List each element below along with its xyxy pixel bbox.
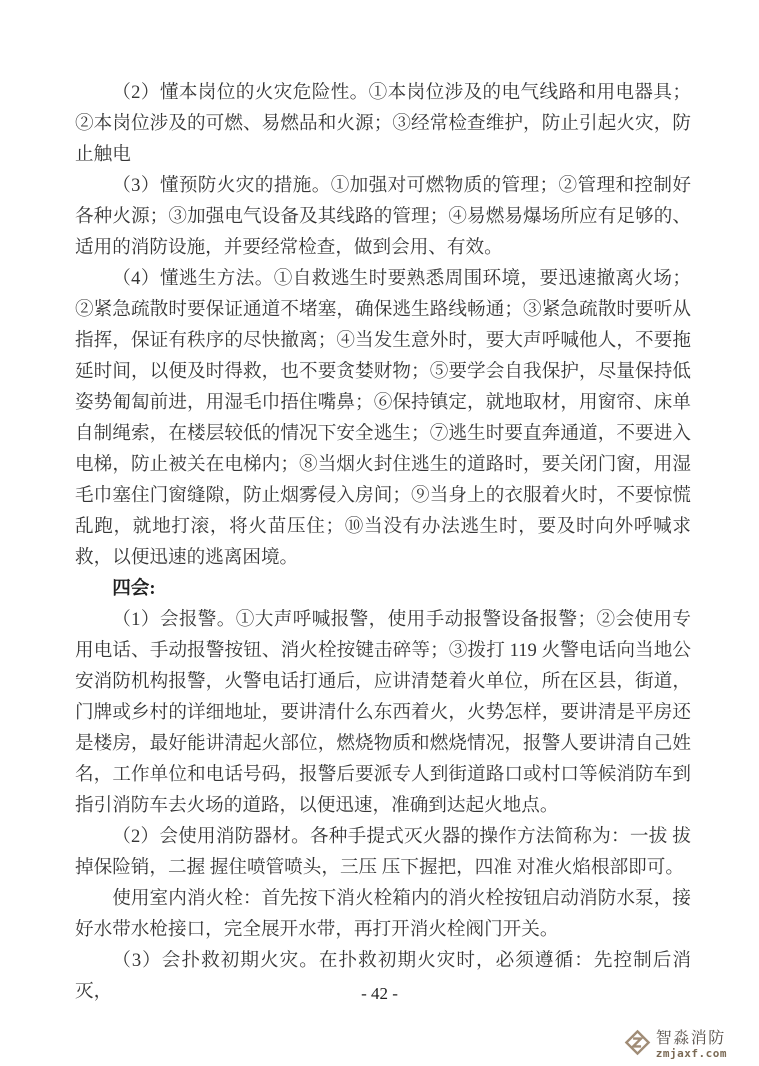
paragraph: 使用室内消火栓：首先按下消火栓箱内的消火栓按钮启动消防水泵，接好水带水枪接口，完全展开水带，再打开消火栓阀门开关。: [75, 888, 691, 940]
brand-text-block: [656, 1031, 727, 1059]
paragraph: （1）会报警。①大声呼喊报警，使用手动报警设备报警；②会使用专用电话、手动报警按钮、消火栓按键击碎等；③拨打 119 火警电话向当地公安消防机构报警，火警电话打通后，应讲清楚着火单位，所在区县，街道，门牌或乡村的详细地址，要讲清什么东西着火，火势怎样，要讲清是平房还是楼房，最好能讲清起火部位，燃烧物质和燃烧情况，报警人要讲清自己姓名，工作单位和电话号码，报警后要派专人到街道路口或村口等候消防车到指引消防车去火场的道路，以便迅速，准确到达起火地点。: [75, 609, 691, 816]
page-number: - 42 -: [361, 984, 398, 1003]
brand-name: 智淼消防: [655, 1029, 726, 1047]
document-body: [75, 77, 691, 1007]
paragraph: （2）懂本岗位的火灾危险性。①本岗位涉及的电气线路和用电器具；②本岗位涉及的可燃、易燃品和火源；③经常检查维护，防止引起火灾，防止触电: [75, 82, 691, 165]
paragraph: （2）会使用消防器材。各种手提式灭火器的操作方法简称为：一拔 拔掉保险销，二握 握住喷管喷头，三压 压下握把，四准 对准火焰根部即可。: [75, 826, 691, 878]
diamond-z-logo-icon: [624, 1029, 651, 1061]
paragraph: （3）懂预防火灾的措施。①加强对可燃物质的管理；②管理和控制好各种火源；③加强电气设备及其线路的管理；④易燃易爆场所应有足够的、适用的消防设施，并要经常检查，做到会用、有效。: [75, 175, 691, 258]
paragraph: （3）会扑救初期火灾。在扑救初期火灾时，必须遵循：先控制后消灭，: [75, 950, 691, 1002]
brand-domain: zmjaxf.com: [655, 1046, 727, 1060]
section-heading: 四会:: [112, 578, 156, 599]
paragraph: （4）懂逃生方法。①自救逃生时要熟悉周围环境，要迅速撤离火场；②紧急疏散时要保证通道不堵塞，确保逃生路线畅通；③紧急疏散时要听从指挥，保证有秩序的尽快撤离；④当发生意外时，要大声呼喊他人，不要拖延时间，以便及时得救，也不要贪婪财物；⑤要学会自我保护，尽量保持低姿势匍匐前进，用湿毛巾捂住嘴鼻；⑥保持镇定，就地取材，用窗帘、床单自制绳索，在楼层较低的情况下安全逃生；⑦逃生时要直奔通道，不要进入电梯，防止被关在电梯内；⑧当烟火封住逃生的道路时，要关闭门窗，用湿毛巾塞住门窗缝隙，防止烟雾侵入房间；⑨当身上的衣服着火时，不要惊慌乱跑，就地打滚，将火苗压住；⑩当没有办法逃生时，要及时向外呼喊求救，以便迅速的逃离困境。: [75, 268, 691, 568]
brand-watermark: [624, 1029, 727, 1061]
